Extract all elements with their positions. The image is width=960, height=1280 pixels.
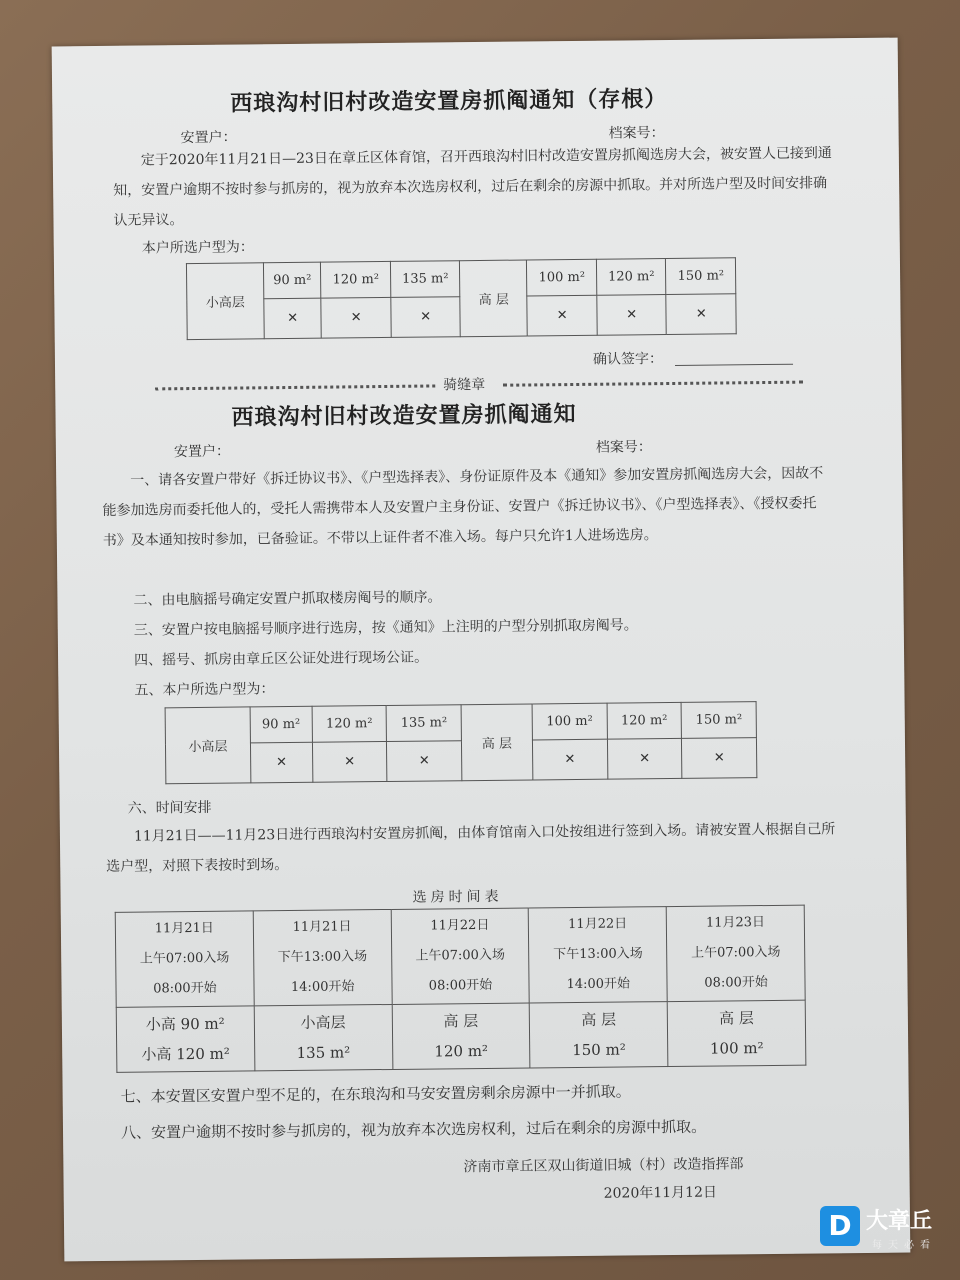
schedule-date: 11月22日 — [430, 917, 490, 934]
schedule-start: 08:00开始 — [704, 975, 768, 991]
issue-date: 2020年11月12日 — [603, 1184, 718, 1202]
watermark-logo — [820, 1198, 960, 1268]
schedule-type-cell — [254, 1004, 392, 1070]
schedule-type-2: 135 m² — [296, 1043, 351, 1062]
schedule-time-cell — [529, 907, 668, 1003]
stub-paragraph: 定于2020年11月21日—23日在章丘区体育馆，召开西琅沟村旧村改造安置房抓阄选房大会，被安置人已接到通知，安置户逾期不按时参与抓房的，视为放弃本次选房权利，过后在剩余的房源中抓取。并对所选户型及时间安排确认无异议。 — [113, 145, 832, 229]
schedule-entry: 下午13:00入场 — [277, 949, 368, 966]
schedule-type-cell — [116, 1006, 254, 1072]
notice-item-1: 一、请各安置户带好《拆迁协议书》、《户型选择表》、身份证原件及本《通知》参加安置房抓阄选房大会，因故不能参加选房而委托他人的，受托人需携带本人及安置户主身份证、安置户《拆迁协议书》、《户型选择表》、《授权委托书》及本通知按时参加，已备验证。不带以上证件者不准入场。每户只允许1人进场选房。 — [102, 465, 824, 549]
schedule-time-cell — [115, 911, 254, 1007]
stub-type-label: 本户所选户型为： — [141, 239, 254, 257]
stub-size-cell: 135 m² — [390, 261, 460, 298]
notice-size-cell: 120 m² — [312, 705, 387, 742]
stub-title: 西琅沟村旧村改造安置房抓阄通知（存根） — [230, 86, 668, 117]
notice-item-4: 四、摇号、抓房由章丘区公证处进行现场公证。 — [134, 649, 429, 669]
schedule-entry: 上午07:00入场 — [690, 944, 781, 961]
stub-x-mark: ✕ — [527, 295, 597, 336]
schedule-type-1: 小高层 — [300, 1013, 346, 1032]
schedule-time-cell — [391, 908, 530, 1004]
notice-x-mark: ✕ — [682, 738, 757, 779]
notice-x-mark: ✕ — [607, 738, 682, 779]
notice-x-mark: ✕ — [532, 739, 607, 780]
notice-title: 西琅沟村旧村改造安置房抓阄通知 — [231, 400, 577, 431]
schedule-type-cell — [392, 1003, 530, 1069]
notice-small-label: 小高层 — [165, 707, 251, 784]
logo-tagline: 每天必看 — [872, 1240, 936, 1251]
stub-size-cell: 100 m² — [527, 259, 597, 296]
schedule-type-cell — [667, 1000, 805, 1066]
schedule-title: 选房时间表 — [412, 888, 503, 906]
schedule-date: 11月23日 — [705, 915, 766, 931]
stub-size-cell: 120 m² — [596, 259, 666, 296]
stub-size-cell: 90 m² — [263, 262, 321, 299]
notice-file-no-label: 档案号： — [595, 439, 652, 456]
schedule-time-cell — [666, 905, 805, 1001]
schedule-start: 14:00开始 — [290, 979, 355, 996]
notice-item-8: 八、安置户逾期不按时参与抓房的，视为放弃本次选房权利，过后在剩余的房源中抓取。 — [120, 1117, 707, 1142]
schedule-start: 14:00开始 — [566, 976, 631, 993]
schedule-date: 11月21日 — [292, 919, 352, 935]
schedule-time-row — [115, 905, 805, 1007]
stub-size-cell: 120 m² — [321, 261, 391, 298]
schedule-type-1: 高 层 — [581, 1010, 617, 1029]
stub-x-mark: ✕ — [597, 295, 667, 336]
schedule-type-2: 150 m² — [572, 1040, 626, 1060]
stub-x-mark: ✕ — [391, 297, 461, 338]
notice-x-mark: ✕ — [250, 742, 312, 783]
schedule-date: 11月22日 — [568, 916, 628, 933]
schedule-type-row — [116, 1000, 806, 1072]
schedule-type-cell — [530, 1002, 668, 1068]
paper-document — [52, 38, 911, 1262]
stub-high-label: 高 层 — [460, 260, 528, 337]
notice-x-mark: ✕ — [312, 741, 387, 782]
notice-item-5: 五、本户所选户型为： — [134, 681, 275, 699]
notice-size-cell: 90 m² — [250, 706, 312, 743]
schedule-start: 08:00开始 — [153, 980, 217, 997]
schedule-type-2: 小高 120 m² — [141, 1044, 230, 1064]
issuer: 济南市章丘区双山街道旧城（村）改造指挥部 — [463, 1156, 744, 1176]
schedule-time-cell — [253, 909, 392, 1005]
stub-x-mark: ✕ — [321, 297, 391, 338]
schedule-entry: 下午13:00入场 — [553, 946, 643, 963]
logo-d-icon: D — [820, 1206, 860, 1246]
signature-line — [675, 364, 793, 366]
stub-x-mark: ✕ — [666, 294, 736, 335]
stub-small-label: 小高层 — [186, 263, 264, 340]
notice-item-2: 二、由电脑摇号确定安置户抓取楼房阄号的顺序。 — [133, 589, 442, 609]
logo-name: 大章丘 — [866, 1209, 933, 1234]
notice-item-6-heading: 六、时间安排 — [127, 799, 212, 817]
stub-unit-table — [186, 257, 737, 340]
notice-unit-table — [165, 701, 758, 784]
seam-stamp-label: 骑缝章 — [443, 376, 486, 394]
schedule-type-1: 高 层 — [443, 1012, 479, 1031]
stub-size-cell: 150 m² — [666, 258, 736, 295]
schedule-type-1: 高 层 — [718, 1009, 754, 1028]
notice-x-mark: ✕ — [387, 741, 462, 782]
schedule-table — [115, 905, 807, 1073]
schedule-entry: 上午07:00入场 — [415, 947, 506, 964]
schedule-entry: 上午07:00入场 — [139, 950, 230, 967]
notice-high-label: 高 层 — [461, 704, 533, 781]
schedule-type-2: 120 m² — [434, 1041, 489, 1061]
schedule-date: 11月21日 — [154, 920, 214, 937]
schedule-type-1: 小高 90 m² — [145, 1014, 225, 1034]
stub-file-no-label: 档案号： — [608, 125, 665, 142]
notice-item-3: 三、安置户按电脑摇号顺序进行选房，按《通知》上注明的户型分别抓取房阄号。 — [133, 617, 638, 639]
schedule-type-2: 100 m² — [709, 1039, 764, 1058]
stub-confirm-label: 确认签字： — [592, 351, 664, 368]
notice-size-cell: 135 m² — [386, 705, 461, 742]
stub-household-label: 安置户： — [180, 129, 237, 147]
stub-x-mark: ✕ — [264, 298, 322, 339]
notice-item-7: 七、本安置区安置户型不足的，在东琅沟和马安安置房剩余房源中一并抓取。 — [120, 1082, 631, 1106]
notice-size-cell: 100 m² — [532, 703, 607, 740]
seam-dotted-line-right — [503, 381, 803, 387]
notice-size-cell: 120 m² — [607, 702, 682, 739]
schedule-start: 08:00开始 — [428, 977, 493, 994]
notice-household-label: 安置户： — [173, 443, 230, 461]
notice-item-6-body: 11月21日——11月23日进行西琅沟村安置房抓阄，由体育馆南入口处按组进行签到入场。请被安置人根据自己所选户型，对照下表按时到场。 — [106, 821, 836, 875]
seam-dotted-line-left — [155, 384, 435, 390]
notice-size-cell: 150 m² — [681, 702, 756, 739]
